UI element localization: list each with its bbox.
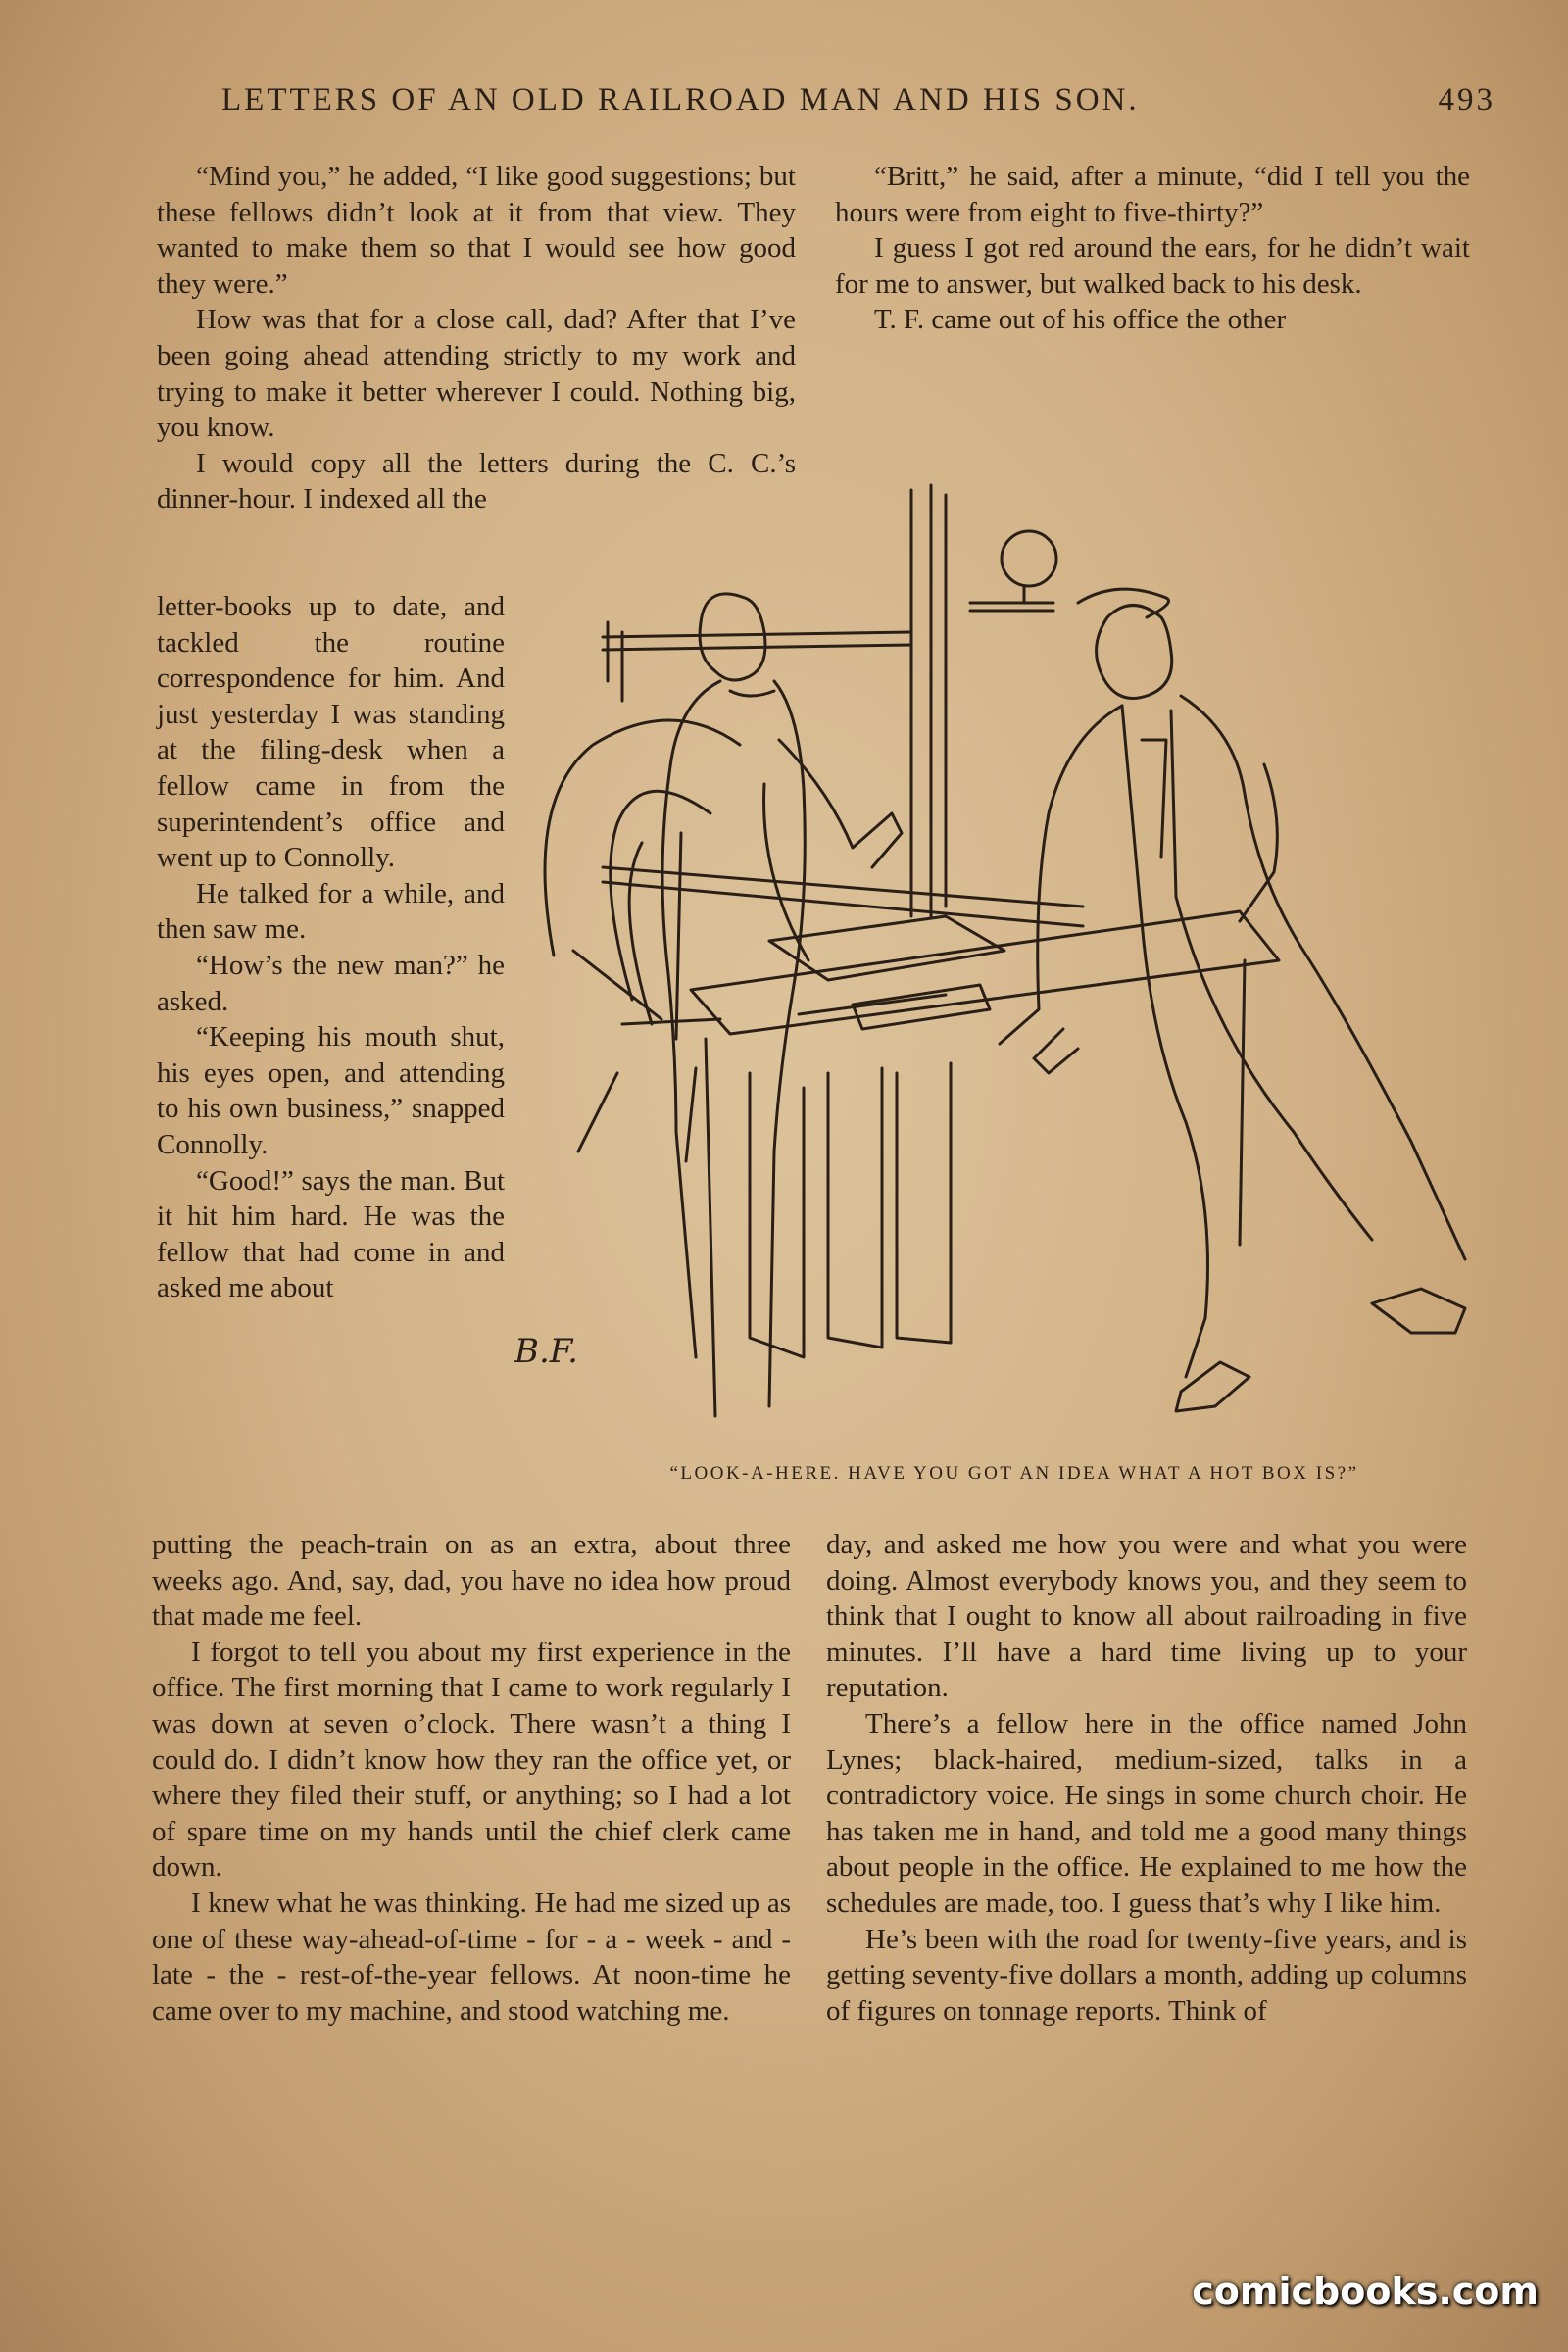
- paragraph: He talked for a while, and then saw me.: [157, 877, 505, 946]
- illustration-drawing: [514, 446, 1470, 1446]
- artist-signature: B.F.: [514, 1332, 578, 1371]
- page-number: 493: [1438, 82, 1495, 118]
- paragraph: “Keeping his mouth shut, his eyes open, and attending to his own business,” snapped Connolly.: [157, 1021, 505, 1160]
- page-header: [221, 82, 1495, 129]
- office-illustration: [514, 446, 1470, 1446]
- paragraph: I forgot to tell you about my first experience in the office. The first morning that I came to work regularly I was down at seven o’clock. There wasn’t a thing I could do. I didn’t know how they ran the office yet, or where they filed their stuff, or anything; so I had a lot of spare time on my hands until the chief clerk came down.: [152, 1636, 791, 1884]
- paragraph: How was that for a close call, dad? After that I’ve been going ahead attending strictly to my work and trying to make it better wherever I could. Nothing big, you know.: [157, 304, 796, 444]
- site-watermark: comicbooks.com: [1192, 2270, 1539, 2313]
- left-column-bottom: [152, 1527, 791, 2029]
- right-column-bottom: [826, 1527, 1467, 2029]
- paragraph: “Britt,” he said, after a minute, “did I tell you the hours were from eight to five-thirty?”: [835, 161, 1470, 228]
- left-column-narrow: [157, 589, 505, 1306]
- illustration-caption: “LOOK-A-HERE. HAVE YOU GOT AN IDEA WHAT A HOT BOX IS?”: [669, 1463, 1359, 1484]
- paragraph: “Good!” says the man. But it hit him hard. He was the fellow that had come in and asked me about: [157, 1164, 505, 1304]
- paragraph: “How’s the new man?” he asked.: [157, 949, 505, 1017]
- paragraph: T. F. came out of his office the other: [874, 304, 1287, 336]
- paragraph: day, and asked me how you were and what you were doing. Almost everybody knows you, and they seem to think that I ought to know all about railroading in five minutes. I’ll have a hard time living up to your reputation.: [826, 1529, 1467, 1704]
- paragraph: He’s been with the road for twenty-five years, and is getting seventy-five dollars a month, adding up columns of figures on tonnage reports. Think of: [826, 1923, 1467, 2027]
- right-column-top: [835, 159, 1470, 338]
- paragraph: putting the peach-train on as an extra, about three weeks ago. And, say, dad, you have no idea how proud that made me feel.: [152, 1529, 791, 1633]
- paragraph: I guess I got red around the ears, for he didn’t wait for me to answer, but walked back to his desk.: [835, 232, 1470, 300]
- running-title: LETTERS OF AN OLD RAILROAD MAN AND HIS SON.: [221, 82, 1140, 118]
- paragraph: I knew what he was thinking. He had me sized up as one of these way-ahead-of-time - for - a - week - and - late - the - rest-of-the-year fellows. At noon-time he came over to my machine, and stood watching me.: [152, 1886, 791, 2027]
- paragraph: “Mind you,” he added, “I like good suggestions; but these fellows didn’t look at it from that view. They wanted to make them so that I would see how good they were.”: [157, 161, 796, 300]
- paragraph: There’s a fellow here in the office named John Lynes; black-haired, medium-sized, talks in a contradictory voice. He sings in some church choir. He has taken me in hand, and told me a good many things about people in the office. He explained to me how the schedules are made, too. I guess that’s why I like him.: [826, 1707, 1467, 1919]
- paragraph: letter-books up to date, and tackled the routine correspondence for him. And just yesterday I was standing at the filing-desk when a fellow came in from the superintendent’s office and went up to Connolly.: [157, 591, 505, 874]
- paragraph: I would copy all the letters during the C. C.’s dinner-hour. I indexed all the: [157, 447, 796, 515]
